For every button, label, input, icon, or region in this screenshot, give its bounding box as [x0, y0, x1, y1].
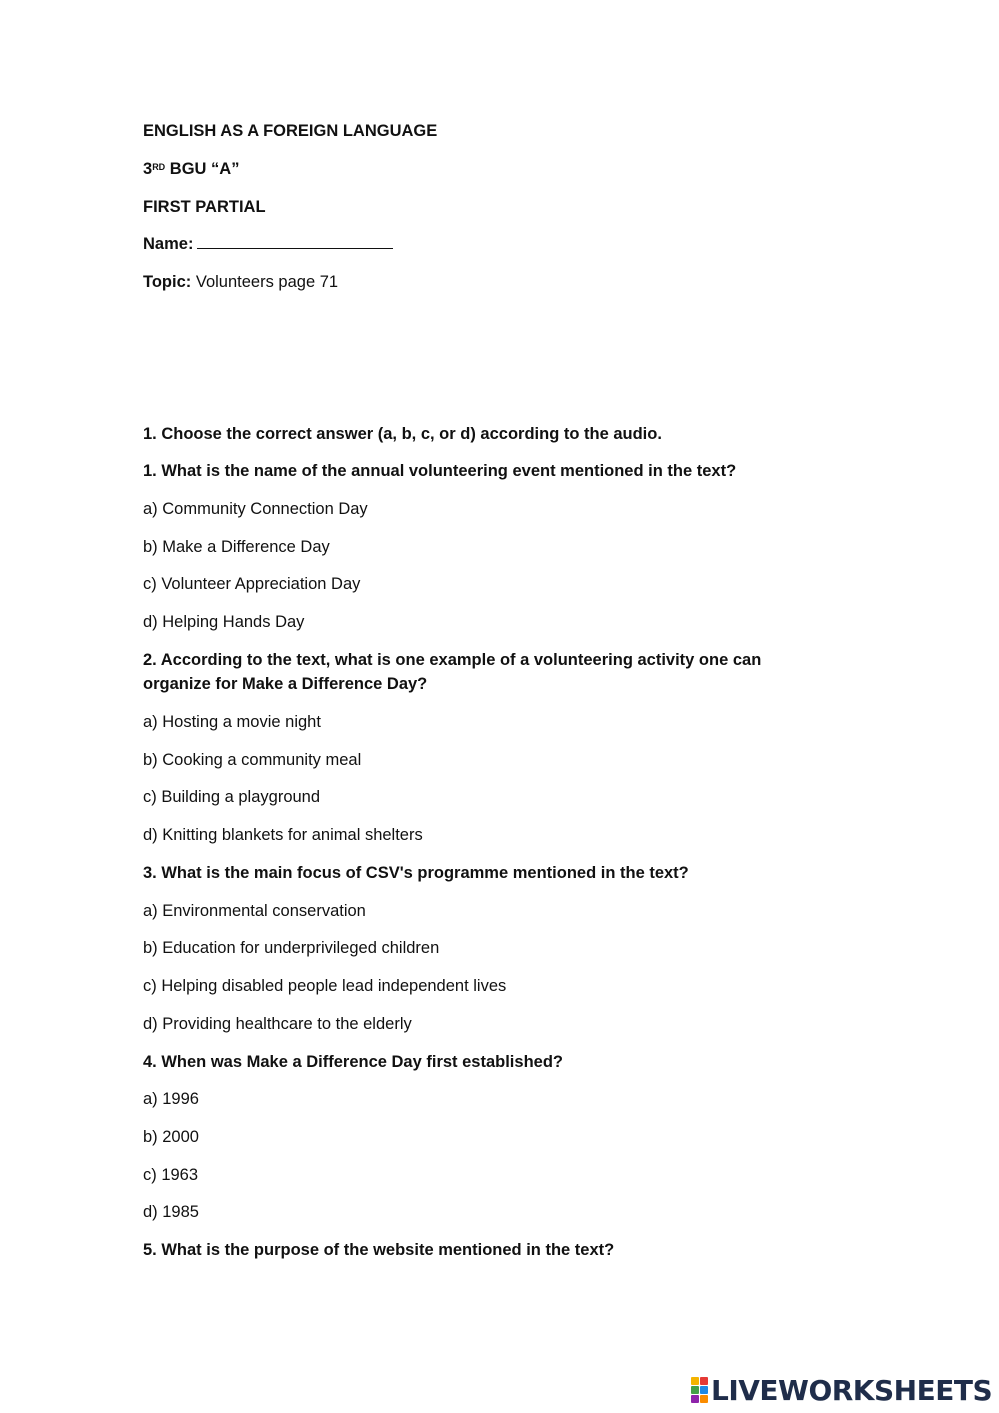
grade-group: BGU “A”	[165, 160, 240, 178]
question-1: 1. What is the name of the annual volunteering event mentioned in the text?	[143, 462, 737, 480]
topic-value: Volunteers page 71	[191, 273, 339, 291]
topic-line	[143, 272, 338, 292]
q4-option-b[interactable]: b) 2000	[143, 1128, 199, 1146]
q3-option-b[interactable]: b) Education for underprivileged children	[143, 939, 440, 957]
instructions: 1. Choose the correct answer (a, b, c, or d) according to the audio.	[143, 425, 662, 443]
course-title: ENGLISH AS A FOREIGN LANGUAGE	[143, 122, 438, 140]
logo-tile	[700, 1386, 708, 1394]
question-2: 2. According to the text, what is one example of a volunteering activity one can organize for Make a Difference Day?	[143, 651, 762, 693]
logo-tile	[700, 1395, 708, 1403]
q4-option-d[interactable]: d) 1985	[143, 1203, 199, 1221]
question-5: 5. What is the purpose of the website mentioned in the text?	[143, 1241, 615, 1259]
liveworksheets-logo-icon	[691, 1377, 708, 1403]
q1-option-d[interactable]: d) Helping Hands Day	[143, 613, 305, 631]
q1-option-b[interactable]: b) Make a Difference Day	[143, 538, 330, 556]
logo-tile	[691, 1386, 699, 1394]
q4-option-c[interactable]: c) 1963	[143, 1166, 199, 1184]
q2-option-a[interactable]: a) Hosting a movie night	[143, 713, 321, 731]
logo-wordmark: LIVEWORKSHEETS	[711, 1373, 993, 1407]
q3-option-c[interactable]: c) Helping disabled people lead independent lives	[143, 977, 507, 995]
liveworksheets-logo[interactable]	[691, 1374, 992, 1406]
question-3: 3. What is the main focus of CSV's programme mentioned in the text?	[143, 864, 689, 882]
logo-tile	[700, 1377, 708, 1385]
grade-number: 3	[143, 160, 153, 178]
topic-label: Topic:	[143, 273, 192, 291]
q2-option-b[interactable]: b) Cooking a community meal	[143, 751, 362, 769]
term-label: FIRST PARTIAL	[143, 198, 266, 216]
q4-option-a[interactable]: a) 1996	[143, 1090, 199, 1108]
q1-option-a[interactable]: a) Community Connection Day	[143, 500, 368, 518]
q2-option-d[interactable]: d) Knitting blankets for animal shelters	[143, 826, 423, 844]
name-label: Name:	[143, 235, 194, 253]
logo-tile	[691, 1377, 699, 1385]
grade-superscript: RD	[152, 162, 166, 172]
name-line	[143, 234, 393, 254]
name-blank[interactable]	[197, 234, 393, 249]
logo-tile	[691, 1395, 699, 1403]
question-4: 4. When was Make a Difference Day first established?	[143, 1053, 563, 1071]
q2-option-c[interactable]: c) Building a playground	[143, 788, 321, 806]
q3-option-a[interactable]: a) Environmental conservation	[143, 902, 366, 920]
q1-option-c[interactable]: c) Volunteer Appreciation Day	[143, 575, 361, 593]
grade-line	[143, 159, 239, 179]
q3-option-d[interactable]: d) Providing healthcare to the elderly	[143, 1015, 412, 1033]
